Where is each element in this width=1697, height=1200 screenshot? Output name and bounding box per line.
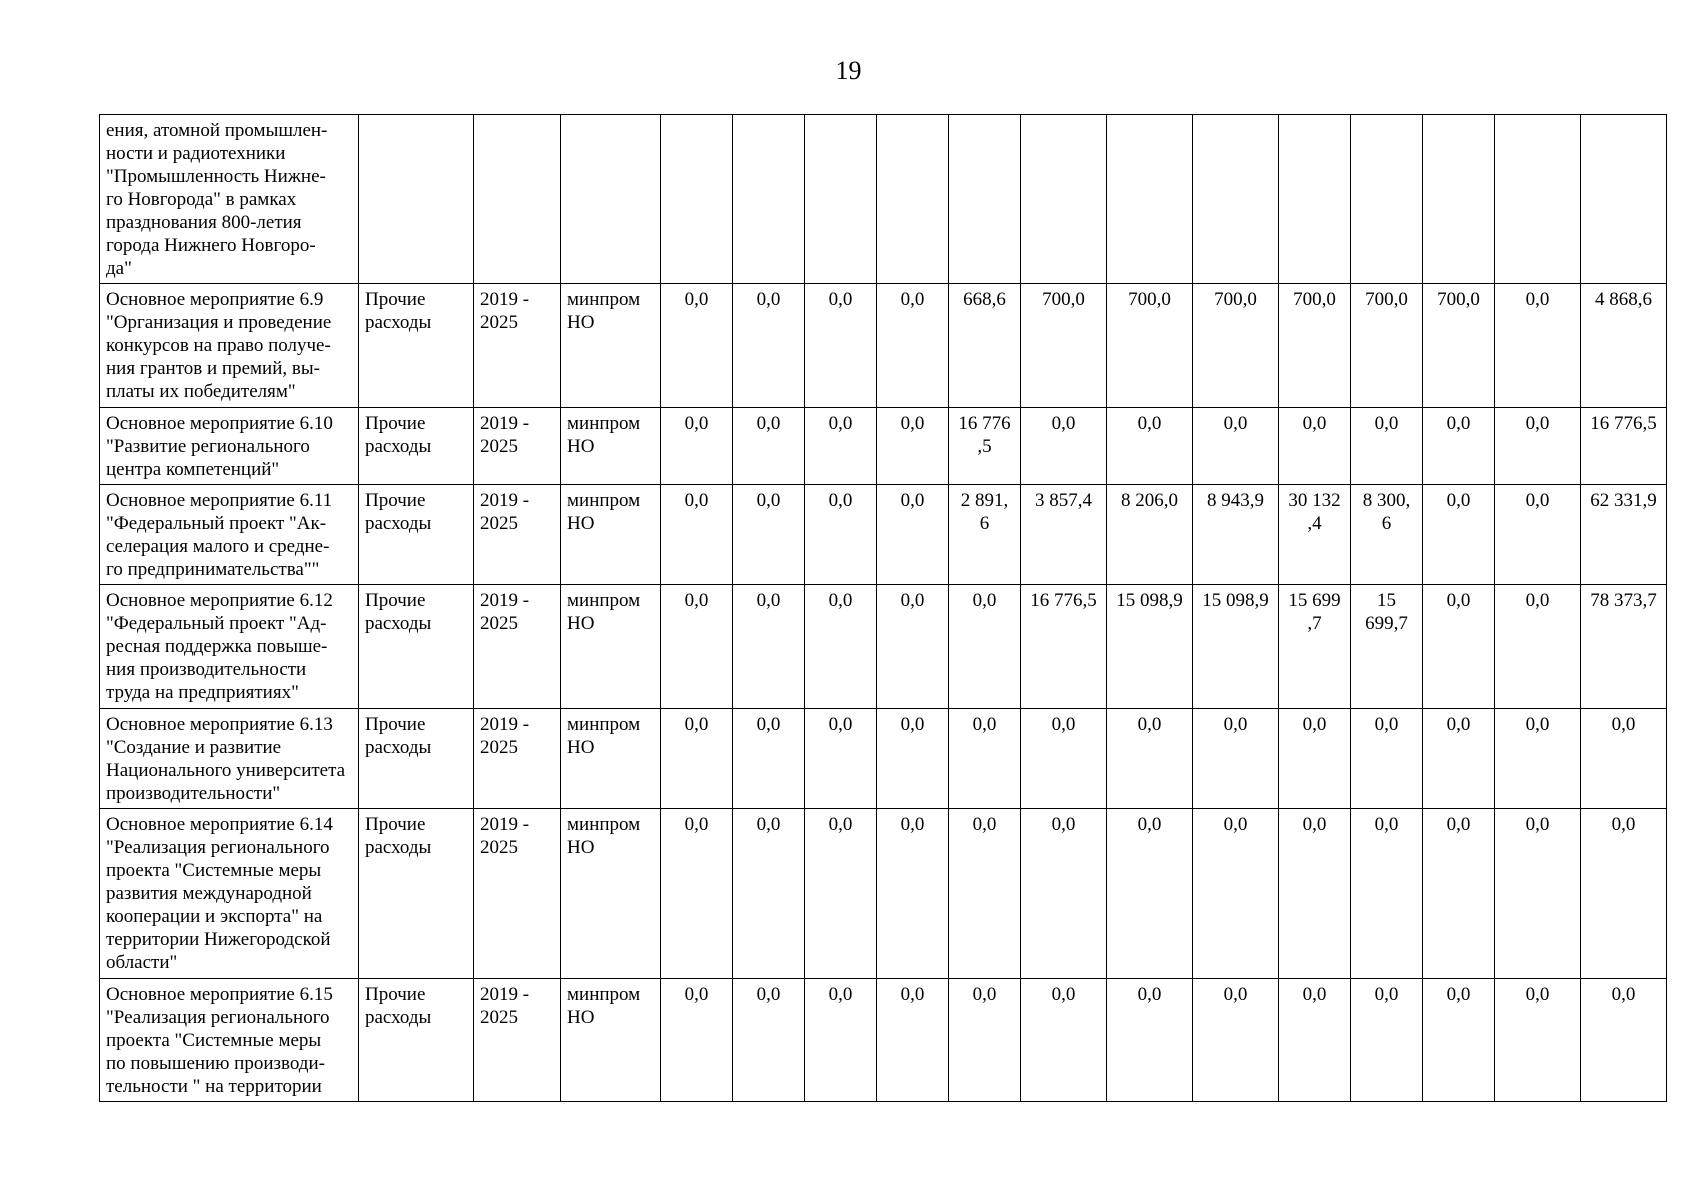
amount-cell (1351, 115, 1423, 284)
expense-type-cell: Прочие расходы (359, 979, 474, 1102)
amount-cell: 0,0 (1193, 979, 1279, 1102)
amount-cell (877, 115, 949, 284)
amount-cell: 0,0 (805, 485, 877, 585)
amount-cell: 0,0 (1495, 408, 1581, 485)
amount-cell: 0,0 (661, 585, 733, 709)
amount-cell: 700,0 (1351, 284, 1423, 408)
amount-cell: 0,0 (805, 709, 877, 809)
amount-cell (805, 115, 877, 284)
expense-type-cell: Прочие расходы (359, 709, 474, 809)
executor-cell: минпром НО (561, 809, 661, 979)
total-cell: 4 868,6 (1581, 284, 1667, 408)
total-cell: 78 373,7 (1581, 585, 1667, 709)
amount-cell: 8 943,9 (1193, 485, 1279, 585)
amount-cell: 0,0 (1107, 709, 1193, 809)
executor-cell: минпром НО (561, 709, 661, 809)
amount-cell: 668,6 (949, 284, 1021, 408)
amount-cell: 0,0 (877, 284, 949, 408)
executor-cell: минпром НО (561, 979, 661, 1102)
amount-cell: 15 699 ,7 (1279, 585, 1351, 709)
activity-name-cell: Основное мероприятие 6.13 "Создание и развитие Национального университета производительности" (100, 709, 359, 809)
period-cell: 2019 - 2025 (474, 979, 561, 1102)
amount-cell: 0,0 (805, 809, 877, 979)
amount-cell: 0,0 (805, 585, 877, 709)
amount-cell: 0,0 (1021, 709, 1107, 809)
total-cell: 16 776,5 (1581, 408, 1667, 485)
amount-cell: 0,0 (1107, 979, 1193, 1102)
budget-table (99, 114, 1667, 1102)
amount-cell (733, 115, 805, 284)
executor-cell: минпром НО (561, 408, 661, 485)
amount-cell (1495, 115, 1581, 284)
table-row (100, 284, 1667, 408)
table-row (100, 709, 1667, 809)
amount-cell: 0,0 (1423, 979, 1495, 1102)
amount-cell: 0,0 (877, 585, 949, 709)
amount-cell (661, 115, 733, 284)
amount-cell: 0,0 (805, 284, 877, 408)
amount-cell: 16 776 ,5 (949, 408, 1021, 485)
amount-cell: 0,0 (661, 408, 733, 485)
amount-cell: 0,0 (1495, 284, 1581, 408)
amount-cell: 700,0 (1021, 284, 1107, 408)
executor-cell: минпром НО (561, 284, 661, 408)
amount-cell: 0,0 (1351, 408, 1423, 485)
table-row (100, 979, 1667, 1102)
executor-cell: минпром НО (561, 585, 661, 709)
amount-cell: 0,0 (1107, 408, 1193, 485)
expense-type-cell: Прочие расходы (359, 284, 474, 408)
amount-cell: 0,0 (733, 979, 805, 1102)
period-cell (474, 115, 561, 284)
amount-cell (1021, 115, 1107, 284)
table-row (100, 485, 1667, 585)
amount-cell: 0,0 (661, 284, 733, 408)
amount-cell: 0,0 (877, 408, 949, 485)
amount-cell: 0,0 (877, 709, 949, 809)
amount-cell: 700,0 (1279, 284, 1351, 408)
amount-cell: 0,0 (949, 979, 1021, 1102)
activity-name-cell: Основное мероприятие 6.15 "Реализация регионального проекта "Системные меры по повышению производи- тельности " на территории (100, 979, 359, 1102)
amount-cell: 0,0 (1495, 979, 1581, 1102)
amount-cell: 0,0 (1279, 408, 1351, 485)
period-cell: 2019 - 2025 (474, 284, 561, 408)
amount-cell: 0,0 (1021, 408, 1107, 485)
budget-table-body (100, 115, 1667, 1102)
period-cell: 2019 - 2025 (474, 585, 561, 709)
amount-cell: 30 132 ,4 (1279, 485, 1351, 585)
expense-type-cell: Прочие расходы (359, 585, 474, 709)
expense-type-cell: Прочие расходы (359, 408, 474, 485)
activity-name-cell: Основное мероприятие 6.12 "Федеральный проект "Ад- ресная поддержка повыше- ния производительности труда на предприятиях" (100, 585, 359, 709)
amount-cell: 0,0 (1423, 809, 1495, 979)
amount-cell: 0,0 (1423, 585, 1495, 709)
amount-cell: 0,0 (1279, 979, 1351, 1102)
amount-cell: 0,0 (733, 585, 805, 709)
amount-cell: 0,0 (877, 809, 949, 979)
expense-type-cell (359, 115, 474, 284)
amount-cell: 0,0 (1021, 979, 1107, 1102)
amount-cell (1193, 115, 1279, 284)
executor-cell (561, 115, 661, 284)
amount-cell: 0,0 (877, 485, 949, 585)
table-row (100, 809, 1667, 979)
period-cell: 2019 - 2025 (474, 408, 561, 485)
period-cell: 2019 - 2025 (474, 709, 561, 809)
amount-cell: 0,0 (805, 408, 877, 485)
amount-cell: 0,0 (1495, 809, 1581, 979)
period-cell: 2019 - 2025 (474, 485, 561, 585)
amount-cell: 0,0 (733, 809, 805, 979)
amount-cell: 0,0 (1193, 809, 1279, 979)
amount-cell: 8 206,0 (1107, 485, 1193, 585)
table-row (100, 115, 1667, 284)
amount-cell: 0,0 (1423, 485, 1495, 585)
amount-cell: 0,0 (733, 485, 805, 585)
total-cell: 0,0 (1581, 809, 1667, 979)
amount-cell: 0,0 (1423, 709, 1495, 809)
expense-type-cell: Прочие расходы (359, 809, 474, 979)
activity-name-cell: Основное мероприятие 6.14 "Реализация регионального проекта "Системные меры развития международной кооперации и экспорта" на территории Нижегородской области" (100, 809, 359, 979)
amount-cell: 0,0 (1423, 408, 1495, 485)
amount-cell: 0,0 (661, 485, 733, 585)
amount-cell: 0,0 (1351, 979, 1423, 1102)
amount-cell: 0,0 (1193, 709, 1279, 809)
amount-cell: 0,0 (805, 979, 877, 1102)
amount-cell: 0,0 (1495, 485, 1581, 585)
amount-cell: 0,0 (949, 709, 1021, 809)
total-cell: 62 331,9 (1581, 485, 1667, 585)
amount-cell: 15 098,9 (1193, 585, 1279, 709)
amount-cell (949, 115, 1021, 284)
amount-cell: 0,0 (1021, 809, 1107, 979)
amount-cell: 0,0 (1279, 809, 1351, 979)
table-row (100, 408, 1667, 485)
amount-cell: 2 891, 6 (949, 485, 1021, 585)
amount-cell: 0,0 (1107, 809, 1193, 979)
activity-name-cell: Основное мероприятие 6.10 "Развитие регионального центра компетенций" (100, 408, 359, 485)
period-cell: 2019 - 2025 (474, 809, 561, 979)
amount-cell (1107, 115, 1193, 284)
total-cell (1581, 115, 1667, 284)
amount-cell: 0,0 (733, 408, 805, 485)
amount-cell: 0,0 (1351, 709, 1423, 809)
expense-type-cell: Прочие расходы (359, 485, 474, 585)
amount-cell: 0,0 (949, 585, 1021, 709)
amount-cell: 0,0 (661, 809, 733, 979)
amount-cell: 15 699,7 (1351, 585, 1423, 709)
executor-cell: минпром НО (561, 485, 661, 585)
activity-name-cell: Основное мероприятие 6.9 "Организация и проведение конкурсов на право получе- ния грантов и премий, вы- платы их победителям" (100, 284, 359, 408)
amount-cell: 16 776,5 (1021, 585, 1107, 709)
activity-name-cell: Основное мероприятие 6.11 "Федеральный проект "Ак- селерация малого и средне- го предпринимательства"" (100, 485, 359, 585)
amount-cell: 700,0 (1193, 284, 1279, 408)
amount-cell (1423, 115, 1495, 284)
total-cell: 0,0 (1581, 709, 1667, 809)
table-row (100, 585, 1667, 709)
amount-cell: 3 857,4 (1021, 485, 1107, 585)
amount-cell: 0,0 (661, 709, 733, 809)
amount-cell: 0,0 (949, 809, 1021, 979)
amount-cell: 700,0 (1107, 284, 1193, 408)
amount-cell: 0,0 (1495, 585, 1581, 709)
activity-name-cell: ения, атомной промышлен- ности и радиотехники "Промышленность Нижне- го Новгорода" в рамках празднования 800-летия города Нижнего Новгоро- да" (100, 115, 359, 284)
amount-cell: 8 300, 6 (1351, 485, 1423, 585)
amount-cell: 0,0 (1193, 408, 1279, 485)
amount-cell: 0,0 (733, 709, 805, 809)
amount-cell: 0,0 (733, 284, 805, 408)
amount-cell: 0,0 (1351, 809, 1423, 979)
amount-cell: 0,0 (661, 979, 733, 1102)
amount-cell: 700,0 (1423, 284, 1495, 408)
page-number: 19 (835, 56, 862, 85)
total-cell: 0,0 (1581, 979, 1667, 1102)
amount-cell: 15 098,9 (1107, 585, 1193, 709)
amount-cell: 0,0 (877, 979, 949, 1102)
amount-cell: 0,0 (1495, 709, 1581, 809)
amount-cell (1279, 115, 1351, 284)
amount-cell: 0,0 (1279, 709, 1351, 809)
